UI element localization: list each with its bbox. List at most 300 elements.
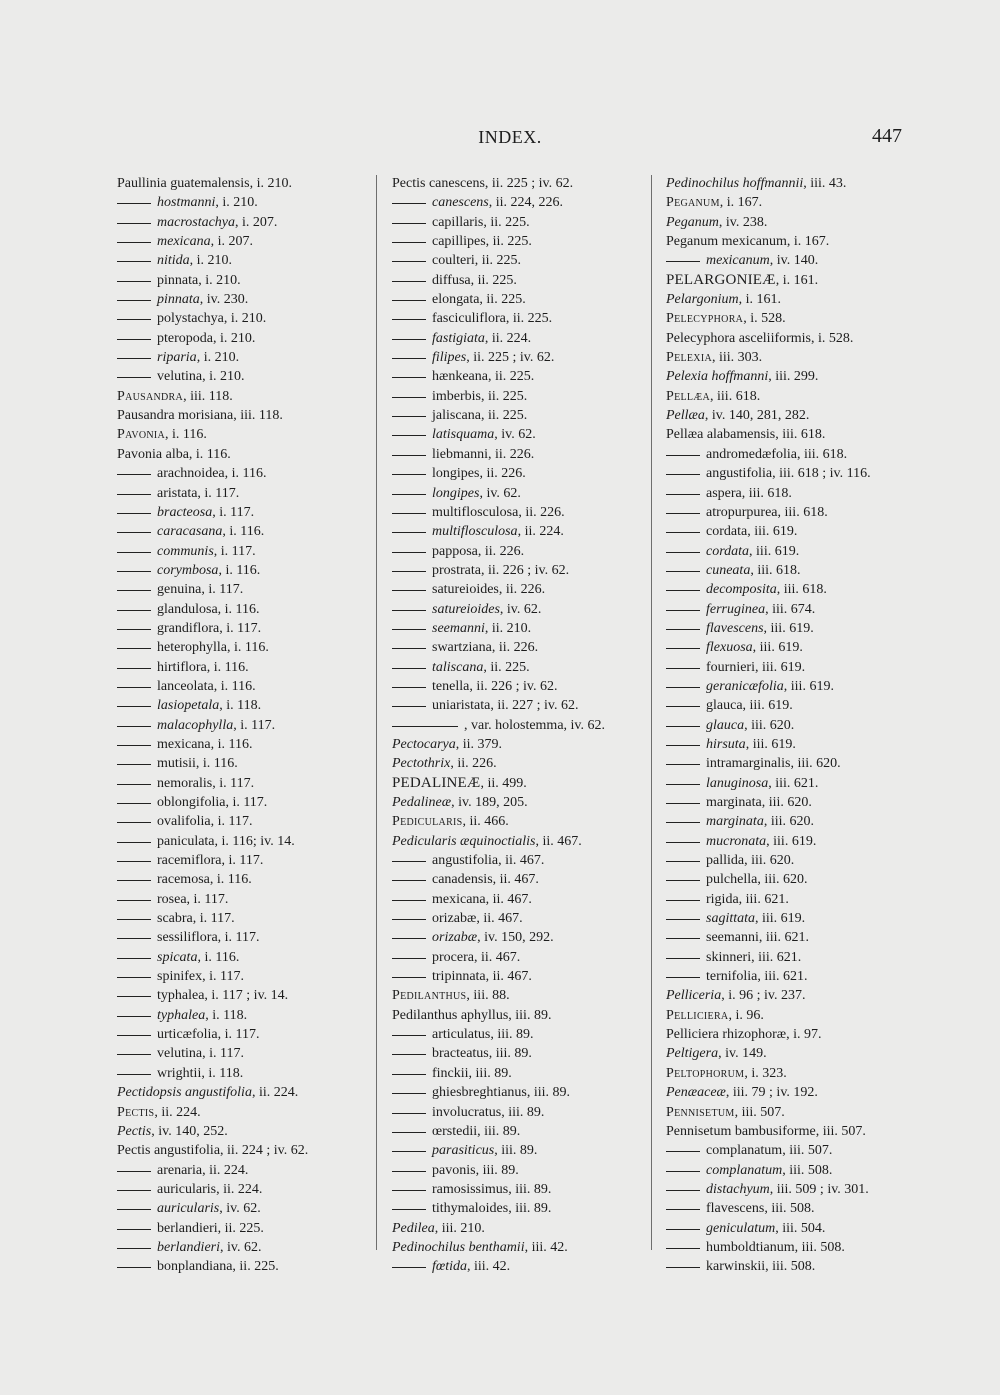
index-entry [392, 1083, 642, 1102]
index-entry [392, 619, 642, 638]
index-entry [117, 464, 367, 483]
index-entry [666, 503, 916, 522]
entry-name: glauca [706, 698, 743, 714]
entry-name: complanatum [706, 1143, 783, 1159]
index-entry [392, 793, 642, 812]
index-entry [117, 348, 367, 367]
entry-name: tithymaloides [432, 1201, 509, 1217]
entry-name: Pennisetum [666, 1104, 735, 1120]
entry-reference: , i. 117. [213, 543, 256, 559]
index-entry [117, 561, 367, 580]
entry-reference: , iii. 508. [764, 1201, 815, 1217]
entry-reference: , iii. 621. [751, 949, 802, 965]
index-entry [666, 387, 916, 406]
entry-reference: , iii. 89. [501, 1104, 545, 1120]
entry-reference: , iv. 140. [769, 253, 819, 269]
entry-name: aristata [157, 485, 198, 501]
entry-name: prostrata [432, 562, 481, 578]
entry-reference: , i. 116. [222, 524, 265, 540]
entry-name: racemiflora [157, 853, 222, 869]
entry-name: Penæaceæ [666, 1085, 726, 1101]
entry-name: Pectis [117, 1123, 152, 1139]
entry-name: urticæfolia [157, 1027, 218, 1043]
entry-reference: , i. 210. [196, 350, 240, 366]
entry-name: mutisii [157, 756, 196, 772]
entry-reference: , i. 117. [212, 504, 255, 520]
index-entry [117, 1238, 367, 1257]
entry-name: Pennisetum bambusiforme [666, 1123, 816, 1139]
entry-name: cordata [706, 524, 748, 540]
index-entry [117, 1199, 367, 1218]
index-entry [666, 425, 916, 444]
entry-name: Pellæa [666, 408, 705, 424]
entry-reference: , i. 117. [201, 582, 244, 598]
entry-reference: , ii. 226. [450, 756, 497, 772]
entry-name: geniculatum [706, 1220, 776, 1236]
entry-reference: , i. 161. [775, 272, 819, 288]
index-entry [392, 1161, 642, 1180]
entry-name: bracteosa [157, 504, 213, 520]
index-entry [392, 928, 642, 947]
entry-reference: , ii. 227 ; iv. 62. [490, 698, 579, 714]
index-entry [117, 967, 367, 986]
index-entry [666, 851, 916, 870]
entry-reference: , ii. 224. [251, 1085, 299, 1101]
entry-reference: , i. 97. [786, 1027, 822, 1043]
index-entry [666, 1044, 916, 1063]
entry-name: pteropoda [157, 330, 213, 346]
entry-reference: , i. 116. [197, 949, 240, 965]
index-entry [666, 1025, 916, 1044]
entry-reference: , ii. 379. [455, 736, 503, 752]
page-header [0, 0, 1000, 160]
index-entry [392, 1257, 642, 1276]
index-entry [666, 213, 916, 232]
entry-name: Pellæa [666, 388, 711, 404]
entry-name: genuina [157, 582, 202, 598]
entry-name: auricularis [157, 1201, 220, 1217]
index-entry [666, 1238, 916, 1257]
entry-reference: , i. 117. [233, 717, 276, 733]
entry-name: atropurpurea [706, 504, 778, 520]
entry-reference: , iii. 619. [766, 833, 817, 849]
entry-reference: , ii. 225. [217, 1220, 264, 1236]
index-entry [392, 909, 642, 928]
page-title: INDEX. [478, 127, 542, 147]
entry-reference: , iii. 43. [803, 176, 847, 191]
index-entry [666, 232, 916, 251]
entry-name: oblongifolia [157, 795, 226, 810]
entry-name: pulchella [706, 872, 758, 888]
index-entry [117, 1180, 367, 1199]
entry-name: multiflosculosa [432, 504, 519, 520]
index-entry [117, 928, 367, 947]
entry-reference: , iii. 507. [782, 1143, 833, 1159]
entry-reference: , i. 323. [744, 1065, 787, 1081]
index-entry [117, 271, 367, 290]
entry-reference: , i. 528. [743, 311, 786, 327]
index-entry [117, 425, 367, 444]
entry-reference: , ii. 224. [154, 1104, 201, 1120]
entry-name: ghiesbreghtianus [432, 1085, 527, 1101]
index-entry [666, 1219, 916, 1238]
entry-name: marginata [706, 795, 762, 810]
index-entry [117, 619, 367, 638]
index-entry [117, 696, 367, 715]
entry-reference: , ii. 225. [487, 369, 535, 385]
entry-name: typhalea [157, 988, 205, 1004]
entry-name: Pausandra [117, 388, 184, 404]
index-entry [666, 716, 916, 735]
entry-reference: , ii. 467. [485, 969, 532, 985]
index-entry [666, 1064, 916, 1083]
entry-reference: , ii. 225. [232, 1259, 279, 1275]
entry-reference: , iii. 42. [467, 1259, 511, 1275]
entry-reference: , iii. 618. [777, 504, 828, 520]
index-entry [392, 367, 642, 386]
index-entry [117, 658, 367, 677]
entry-reference: , iii. 88. [466, 988, 510, 1004]
index-entry [392, 1199, 642, 1218]
index-entry [392, 580, 642, 599]
column-divider [651, 175, 652, 1250]
entry-name: Pectis [117, 1104, 155, 1120]
entry-reference: , i. 117. [219, 620, 262, 636]
entry-reference: , ii. 467. [473, 949, 521, 965]
entry-name: cordata [706, 543, 750, 559]
entry-name: Pelliceria [666, 988, 722, 1004]
entry-reference: , i. 116. [195, 756, 238, 772]
entry-name: parasiticus [432, 1143, 495, 1159]
index-entry [666, 580, 916, 599]
index-entry [117, 1257, 367, 1276]
index-entry [392, 406, 642, 425]
entry-reference: , i. 117. [217, 930, 260, 946]
entry-name: decomposita [706, 582, 777, 598]
index-entry [117, 406, 367, 425]
index-entry [392, 812, 642, 831]
index-entry [117, 948, 367, 967]
index-entry [666, 1141, 916, 1160]
entry-name: flavescens [706, 1201, 765, 1217]
index-entry [392, 464, 642, 483]
index-entry [117, 542, 367, 561]
entry-reference: , iii. 619. [755, 911, 806, 927]
index-entry [392, 638, 642, 657]
index-entry [392, 774, 642, 793]
index-entry [666, 832, 916, 851]
entry-name: lasiopetala [157, 698, 220, 714]
entry-name: fastigiata [432, 330, 485, 346]
entry-reference: , iii. 621. [757, 969, 808, 985]
entry-reference: , iv. 189, 205. [451, 795, 528, 810]
entry-name: riparia [157, 350, 197, 366]
index-entry [392, 1006, 642, 1025]
entry-name: Pedilanthus [392, 988, 467, 1004]
index-entry [117, 329, 367, 348]
entry-reference: , iii. 619. [754, 659, 806, 675]
entry-reference: , i. 117. [192, 911, 235, 927]
entry-reference: , ii. 226. [479, 466, 526, 482]
index-entry [392, 251, 642, 270]
entry-reference: , ii. 225. [483, 214, 530, 230]
index-entry [117, 1044, 367, 1063]
entry-name: Paullinia guatemalensis [117, 176, 250, 191]
index-entry [666, 1161, 916, 1180]
entry-name: latisquama [432, 427, 495, 443]
entry-name: fasciculiflora [432, 311, 506, 327]
entry-reference: , iii. 620. [744, 717, 795, 733]
entry-reference: , i. 117. [202, 969, 244, 985]
entry-reference: , iii. 89. [468, 1065, 512, 1081]
entry-reference: , iii. 619. [783, 678, 834, 694]
entry-reference: , i. 116. [210, 736, 253, 752]
entry-reference: , iii. 619. [747, 524, 798, 540]
entry-name: hirtiflora [157, 659, 207, 675]
entry-name: nemoralis [157, 775, 213, 791]
entry-reference: , iii. 619. [749, 543, 800, 559]
entry-name: tripinnata [432, 969, 486, 985]
index-entry [117, 503, 367, 522]
index-entry [117, 870, 367, 889]
entry-reference: , ii. 225. [485, 234, 532, 250]
entry-name: canescens [432, 195, 489, 211]
entry-reference: , ii. 467. [492, 872, 539, 888]
entry-reference: , i. 210. [198, 272, 241, 288]
entry-reference: , iii. 621. [758, 930, 810, 946]
entry-name: taliscana [432, 659, 484, 675]
entry-name: humboldtianum [706, 1239, 795, 1255]
entry-reference: , i. 210. [223, 311, 267, 327]
entry-name: fournieri [706, 659, 755, 675]
entry-name: angustifolia [706, 466, 773, 482]
entry-reference: , ii. 466. [462, 814, 509, 830]
index-entry [392, 1103, 642, 1122]
entry-name: andromedæfolia [706, 446, 797, 462]
entry-reference: , ii. 225. [479, 292, 526, 308]
entry-reference: , iii. 118. [233, 408, 283, 424]
entry-name: bracteatus [432, 1046, 489, 1062]
entry-reference: , i. 117. [217, 1027, 260, 1043]
index-entry [666, 174, 916, 193]
entry-name: Pelecyphora [666, 311, 744, 327]
index-entry [392, 832, 642, 851]
index-entry [666, 1180, 916, 1199]
entry-name: multiflosculosa [432, 524, 518, 540]
entry-reference: , iii. 89. [477, 1123, 521, 1139]
entry-name: hostmanni [157, 195, 216, 211]
index-entry [117, 793, 367, 812]
entry-reference: , i. 207. [235, 214, 278, 230]
entry-name: racemosa [157, 872, 210, 888]
index-entry [392, 484, 642, 503]
entry-reference: , iii. 89. [475, 1162, 519, 1178]
entry-reference: , i. 117. [225, 795, 268, 810]
index-entry [666, 638, 916, 657]
entry-name: satureioides [432, 582, 499, 598]
index-entry [117, 1025, 367, 1044]
index-entry [666, 948, 916, 967]
entry-name: œrstedii [432, 1123, 478, 1139]
index-entry [666, 967, 916, 986]
entry-reference: , iii. 618 ; iv. 116. [772, 466, 871, 482]
index-entry [666, 561, 916, 580]
index-entry [666, 484, 916, 503]
entry-name: capillaris [432, 214, 484, 230]
index-entry [392, 193, 642, 212]
entry-reference: , iii. 620. [757, 872, 808, 888]
index-entry [392, 503, 642, 522]
index-entry [666, 1257, 916, 1276]
index-entry [392, 1141, 642, 1160]
entry-reference: , ii. 226 ; iv. 62. [469, 678, 558, 694]
entry-name: Peganum mexicanum [666, 234, 787, 250]
entry-name: malacophylla [157, 717, 234, 733]
entry-name: involucratus [432, 1104, 502, 1120]
entry-name: orizabæ [432, 930, 478, 946]
entry-reference: , ii. 225 ; iv. 62. [484, 176, 574, 191]
entry-reference: , ii. 224 ; iv. 62. [220, 1143, 309, 1159]
entry-name: cuneata [706, 562, 751, 578]
index-entry [117, 445, 367, 464]
entry-reference: , iii. 42. [524, 1239, 568, 1255]
index-entry [666, 309, 916, 328]
entry-name: distachyum [706, 1181, 770, 1197]
entry-reference: , iii. 89. [526, 1085, 571, 1101]
index-entry [392, 754, 642, 773]
index-entry [117, 677, 367, 696]
index-column-3 [666, 174, 916, 1277]
entry-reference: , iii. 618. [796, 446, 848, 462]
entry-name: Peltigera [666, 1046, 719, 1062]
index-entry [117, 232, 367, 251]
entry-reference: , iii. 118. [183, 388, 233, 404]
entry-name: spinifex [157, 969, 203, 985]
index-entry [666, 793, 916, 812]
entry-name: bonplandiana [157, 1259, 233, 1275]
entry-name: paniculata [157, 833, 215, 849]
index-entry [392, 174, 642, 193]
entry-name: polystachya [157, 311, 224, 327]
entry-reference: , iv. 62. [219, 1201, 261, 1217]
entry-name: marginata [706, 814, 764, 830]
entry-name: imberbis [432, 388, 481, 404]
entry-reference: , i. 116. [217, 601, 260, 617]
index-entry [392, 658, 642, 677]
index-entry [666, 812, 916, 831]
entry-name: grandiflora [157, 620, 220, 636]
entry-name: velutina [157, 369, 203, 385]
entry-name: velutina [157, 1046, 203, 1062]
entry-name: fœtida [432, 1259, 468, 1275]
index-entry [117, 1122, 367, 1141]
index-entry [392, 1025, 642, 1044]
index-entry [666, 193, 916, 212]
index-entry [392, 213, 642, 232]
entry-name: Pavonia [117, 427, 166, 443]
entry-name: Pelexia [666, 350, 712, 366]
entry-name: canadensis [432, 872, 493, 888]
index-column-2 [392, 174, 642, 1277]
entry-reference: , ii. 467. [535, 833, 582, 849]
entry-reference: , i. 161. [738, 292, 781, 308]
index-entry [666, 696, 916, 715]
entry-name: Pedilea [392, 1220, 435, 1236]
entry-reference: , ii. 224, 226. [488, 195, 564, 211]
index-entry [117, 735, 367, 754]
entry-reference: , ii. 225. [505, 311, 553, 327]
entry-reference: , iii. 620. [790, 756, 841, 772]
entry-reference: , iii. 621. [768, 775, 819, 791]
entry-reference: , iii. 508. [765, 1259, 816, 1275]
index-entry [392, 716, 642, 735]
index-entry [392, 890, 642, 909]
entry-reference: , iii. 508. [794, 1239, 845, 1255]
entry-reference: , iii. 619. [763, 620, 814, 636]
entry-reference: , iii. 618. [775, 427, 826, 443]
entry-name: tenella [432, 678, 470, 694]
entry-reference: , iv. 62. [220, 1239, 262, 1255]
entry-reference: , iii. 504. [775, 1220, 826, 1236]
entry-name: flavescens [706, 620, 764, 636]
entry-name: berlandieri [157, 1220, 218, 1236]
entry-name: intramarginalis [706, 756, 791, 772]
entry-name: mexicana [157, 736, 211, 752]
index-entry [117, 1064, 367, 1083]
index-entry [666, 329, 916, 348]
index-entry [117, 909, 367, 928]
entry-name: Pectidopsis angustifolia [117, 1085, 252, 1101]
entry-reference: , ii. 224. [517, 524, 564, 540]
index-entry [392, 600, 642, 619]
index-entry [392, 387, 642, 406]
entry-reference: , ii. 225. [481, 388, 528, 404]
index-entry [117, 600, 367, 619]
index-entry [666, 1103, 916, 1122]
entry-name: Pellæa alabamensis [666, 427, 776, 443]
index-entry [117, 1103, 367, 1122]
entry-reference: , iii. 618. [710, 388, 761, 404]
entry-name: auricularis [157, 1181, 217, 1197]
index-entry [666, 445, 916, 464]
entry-name: capillipes [432, 234, 486, 250]
entry-name: typhalea [157, 1007, 206, 1023]
entry-name: Peganum [666, 195, 720, 211]
entry-reference: , i. 210. [202, 369, 245, 385]
entry-reference: , iii. 89. [494, 1143, 538, 1159]
entry-name: Pelexia hoffmanni [666, 369, 769, 385]
entry-reference: , i. 117. [210, 814, 253, 830]
index-entry [666, 406, 916, 425]
entry-name: Peganum [666, 214, 719, 230]
entry-name: Pedicularis [392, 814, 463, 830]
index-entry [117, 851, 367, 870]
entry-name: seemanni [706, 930, 759, 946]
index-entry [117, 251, 367, 270]
entry-reference: , iv. 62. [494, 427, 536, 443]
index-entry [117, 812, 367, 831]
entry-name: scabra [157, 911, 193, 927]
entry-reference: , i. 210. [189, 253, 233, 269]
entry-name: wrightii [157, 1065, 202, 1081]
entry-name: liebmanni [432, 446, 488, 462]
index-entry [666, 870, 916, 889]
entry-name: pallida [706, 853, 745, 869]
index-entry [392, 522, 642, 541]
entry-name: nitida [157, 253, 190, 269]
entry-reference: , i. 116. [188, 446, 231, 462]
entry-reference: , ii. 467. [476, 911, 523, 927]
